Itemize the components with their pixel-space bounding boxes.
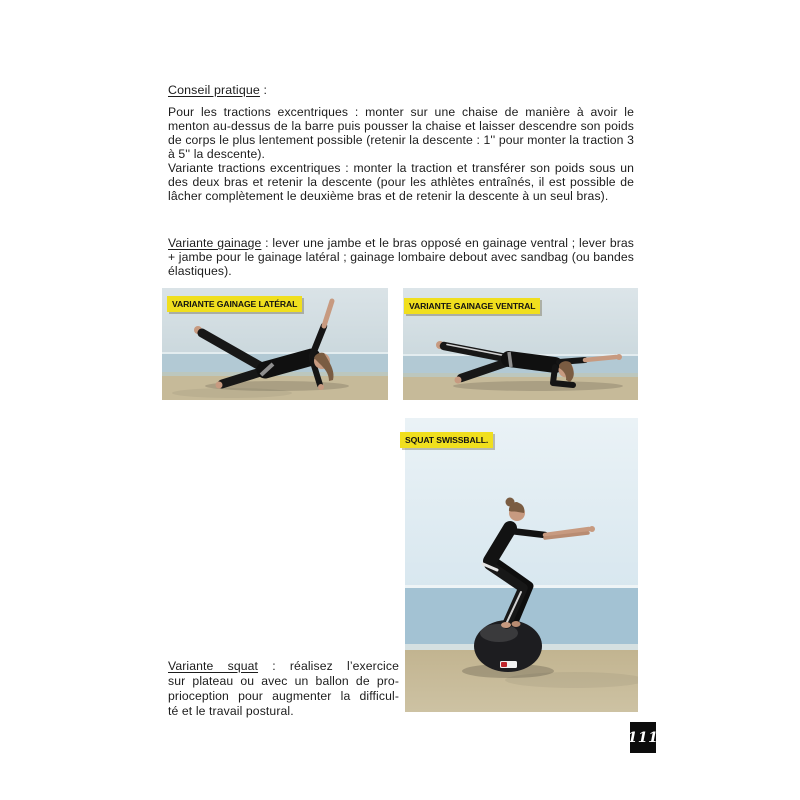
paragraph-tractions-excentriques: Pour les tractions excentriques : monter sur une chaise de manière à avoir le menton au-dessus de la barre puis pousser la chaise et laisser descendre son poids de corps le plus lentement possible (retenir la descente : 1'' pour monter la traction 3 à 5'' la descente). bbox=[168, 105, 634, 161]
sea-shore bbox=[403, 373, 638, 377]
squat-line1-rest: : réalisez l’exercice bbox=[258, 659, 399, 673]
exercise-label-gainage-ventral: VARIANTE GAINAGE VENTRAL bbox=[404, 298, 540, 314]
extended-hand bbox=[616, 354, 622, 360]
waistband bbox=[509, 352, 511, 367]
gainage-lead: Variante gainage bbox=[168, 236, 262, 250]
squat-lead: Variante squat bbox=[168, 659, 259, 673]
extended-forearm bbox=[585, 357, 616, 360]
upper-arm-sleeve bbox=[511, 531, 545, 535]
gainage-rest: : lever une jambe et le bras opposé en gainage ventral ; lever bras + jambe pour le gainage latéral ; gainage lombaire debout avec sandbag (ou bandes élastiques). bbox=[168, 236, 635, 278]
gainage-paragraph bbox=[168, 236, 634, 278]
heading-text: Conseil pratique bbox=[168, 83, 260, 97]
exercise-label-squat-swissball: SQUAT SWISSBALL. bbox=[400, 432, 493, 448]
page-heading bbox=[168, 83, 267, 97]
ground-foot bbox=[455, 377, 462, 384]
squat-line-3: prioception pour augmenter la difficul- bbox=[168, 689, 399, 703]
ball-highlight bbox=[480, 624, 518, 642]
page-number-badge: 111 bbox=[630, 722, 656, 753]
heading-colon: : bbox=[259, 83, 268, 97]
front-foot bbox=[501, 622, 511, 628]
photo-variante-gainage-ventral bbox=[403, 288, 638, 400]
squat-line-1 bbox=[168, 659, 399, 674]
squat-line-4: té et le travail postural. bbox=[168, 704, 294, 718]
torso bbox=[509, 359, 555, 365]
hair-bun bbox=[506, 498, 515, 507]
squat-line-2: sur plateau ou avec un ballon de pro- bbox=[168, 674, 399, 688]
hand bbox=[589, 526, 595, 532]
photo-squat-swissball bbox=[405, 418, 638, 712]
ball-logo-mark bbox=[501, 662, 507, 667]
ground-foot bbox=[216, 382, 223, 389]
support-hand bbox=[318, 384, 324, 390]
squat-paragraph bbox=[168, 659, 399, 719]
paragraph-variante-tractions: Variante tractions excentriques : monter la traction et transférer son poids sous un des deux bras et retenir la descente (pour les athlètes entraînés, il est possible de lâcher complètement le deuxième bras et de retenir la descente à un seul bras). bbox=[168, 161, 634, 203]
beach-scene-squat bbox=[405, 418, 638, 712]
paragraph-variante-gainage bbox=[168, 236, 634, 278]
photo-variante-gainage-lateral bbox=[162, 288, 388, 400]
exercise-label-gainage-lateral: VARIANTE GAINAGE LATÉRAL bbox=[167, 296, 302, 312]
back-foot bbox=[512, 621, 521, 627]
intro-paragraphs bbox=[168, 105, 634, 203]
